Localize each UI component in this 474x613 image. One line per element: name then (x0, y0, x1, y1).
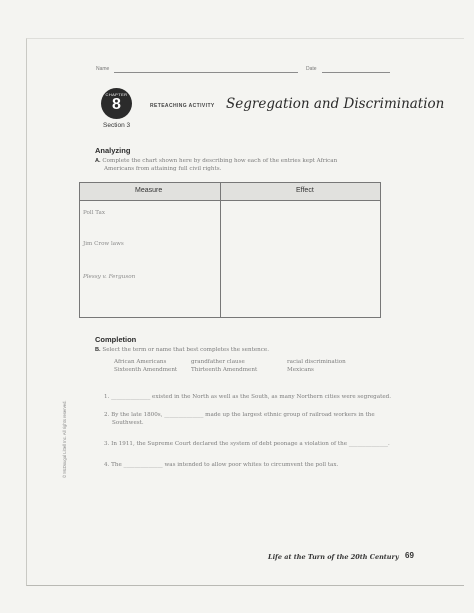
footer-title: Life at the Turn of the 20th Century (268, 553, 399, 561)
option-item: African Americans (114, 359, 167, 365)
completion-instruction (95, 346, 269, 354)
row-poll-tax: Poll Tax (83, 210, 106, 216)
completion-instruction-text: Select the term or name that best completes the sentence. (102, 347, 269, 353)
option-item: grandfather clause (191, 359, 245, 365)
column-effect: Effect (296, 187, 314, 194)
chapter-number: 8 (112, 96, 121, 113)
row-plessy: Plessy v. Ferguson (83, 274, 136, 280)
table-header (80, 183, 380, 201)
option-item: Sixteenth Amendment (114, 367, 178, 373)
chapter-badge (101, 88, 132, 119)
question-2: 2. By the late 1800s, ______________ made up the largest ethnic group of railroad workers in the (104, 412, 375, 418)
name-label: Name (96, 66, 110, 72)
option-item: racial discrimination (287, 359, 346, 365)
column-divider (220, 183, 221, 317)
copyright-notice: © McDougal Littell Inc. All rights reserved. (62, 400, 67, 478)
section-label: Section 3 (103, 122, 131, 129)
date-label: Date (306, 66, 317, 72)
page-number: 69 (405, 551, 414, 560)
row-jim-crow: Jim Crow laws (83, 241, 124, 247)
option-item: Thirteenth Amendment (191, 367, 258, 373)
analyzing-letter: A. (95, 158, 101, 164)
completion-heading: Completion (95, 335, 137, 344)
name-field[interactable] (114, 72, 298, 73)
question-1: 1. ______________ existed in the North as well as the South, as many Northern cities were segregated. (104, 394, 392, 400)
date-field[interactable] (322, 72, 390, 73)
completion-letter: B. (95, 347, 101, 353)
activity-label: RETEACHING ACTIVITY (150, 103, 215, 109)
option-item: Mexicans (287, 367, 314, 373)
question-2-continued: Southwest. (112, 420, 144, 426)
analyzing-instruction (95, 157, 337, 165)
analyzing-instruction-line2: Americans from attaining full civil rights. (104, 166, 222, 172)
question-3: 3. In 1911, the Supreme Court declared the system of debt peonage a violation of the ______________. (104, 441, 390, 447)
measure-effect-table (79, 182, 381, 318)
analyzing-heading: Analyzing (95, 146, 131, 155)
chapter-word: CHAPTER (105, 92, 128, 97)
column-measure: Measure (135, 187, 163, 194)
question-4: 4. The ______________ was intended to allow poor whites to circumvent the poll tax. (104, 462, 339, 468)
analyzing-instruction-line1: Complete the chart shown here by describing how each of the entries kept African (102, 158, 338, 164)
page-title: Segregation and Discrimination (226, 96, 445, 112)
